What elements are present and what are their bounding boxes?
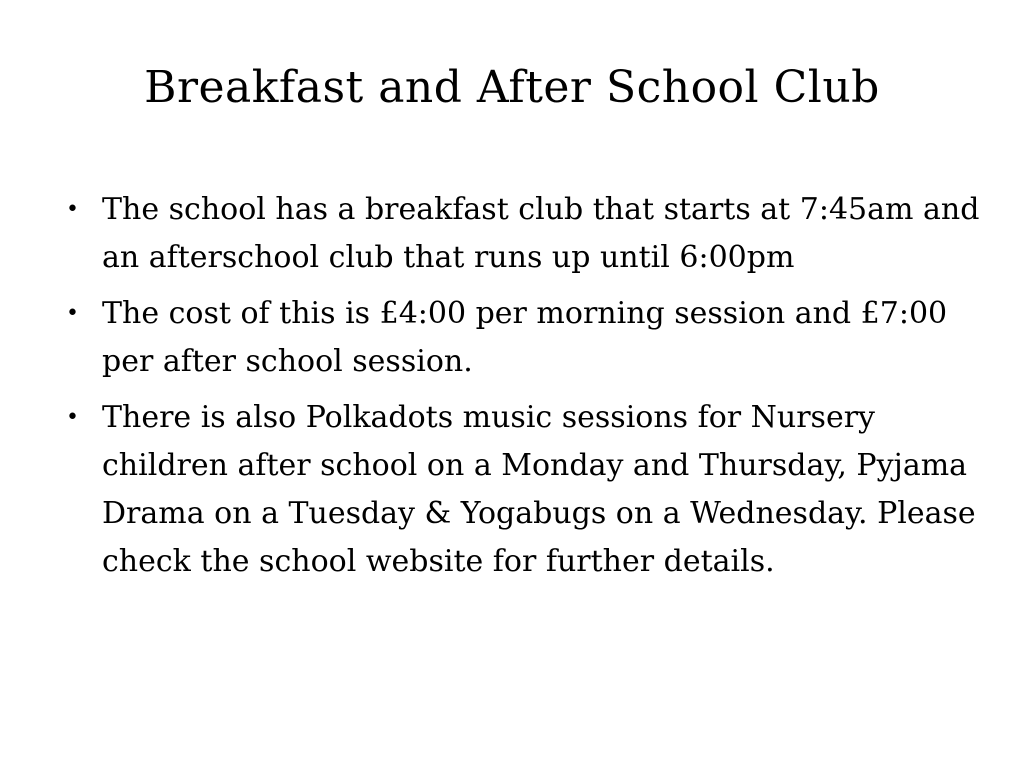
slide-title: Breakfast and After School Club: [144, 62, 880, 113]
bullet-item: [60, 290, 980, 386]
bullet-item: [60, 394, 980, 586]
bullet-dot-icon: •: [66, 301, 79, 326]
bullet-text-cost: The cost of this is £4:00 per morning session and £7:00 per after school session.: [102, 296, 948, 379]
bullet-list: [60, 186, 980, 594]
bullet-item: [60, 186, 980, 282]
bullet-dot-icon: •: [66, 405, 79, 430]
bullet-dot-icon: •: [66, 197, 79, 222]
bullet-text-sessions: There is also Polkadots music sessions for Nursery children after school on a Monday and Thursday, Pyjama Drama on a Tuesday & Yogabugs on a Wednesday. Please check the school website for further details.: [102, 400, 976, 579]
bullet-text-breakfast-club: The school has a breakfast club that starts at 7:45am and an afterschool club that runs up until 6:00pm: [102, 192, 980, 275]
